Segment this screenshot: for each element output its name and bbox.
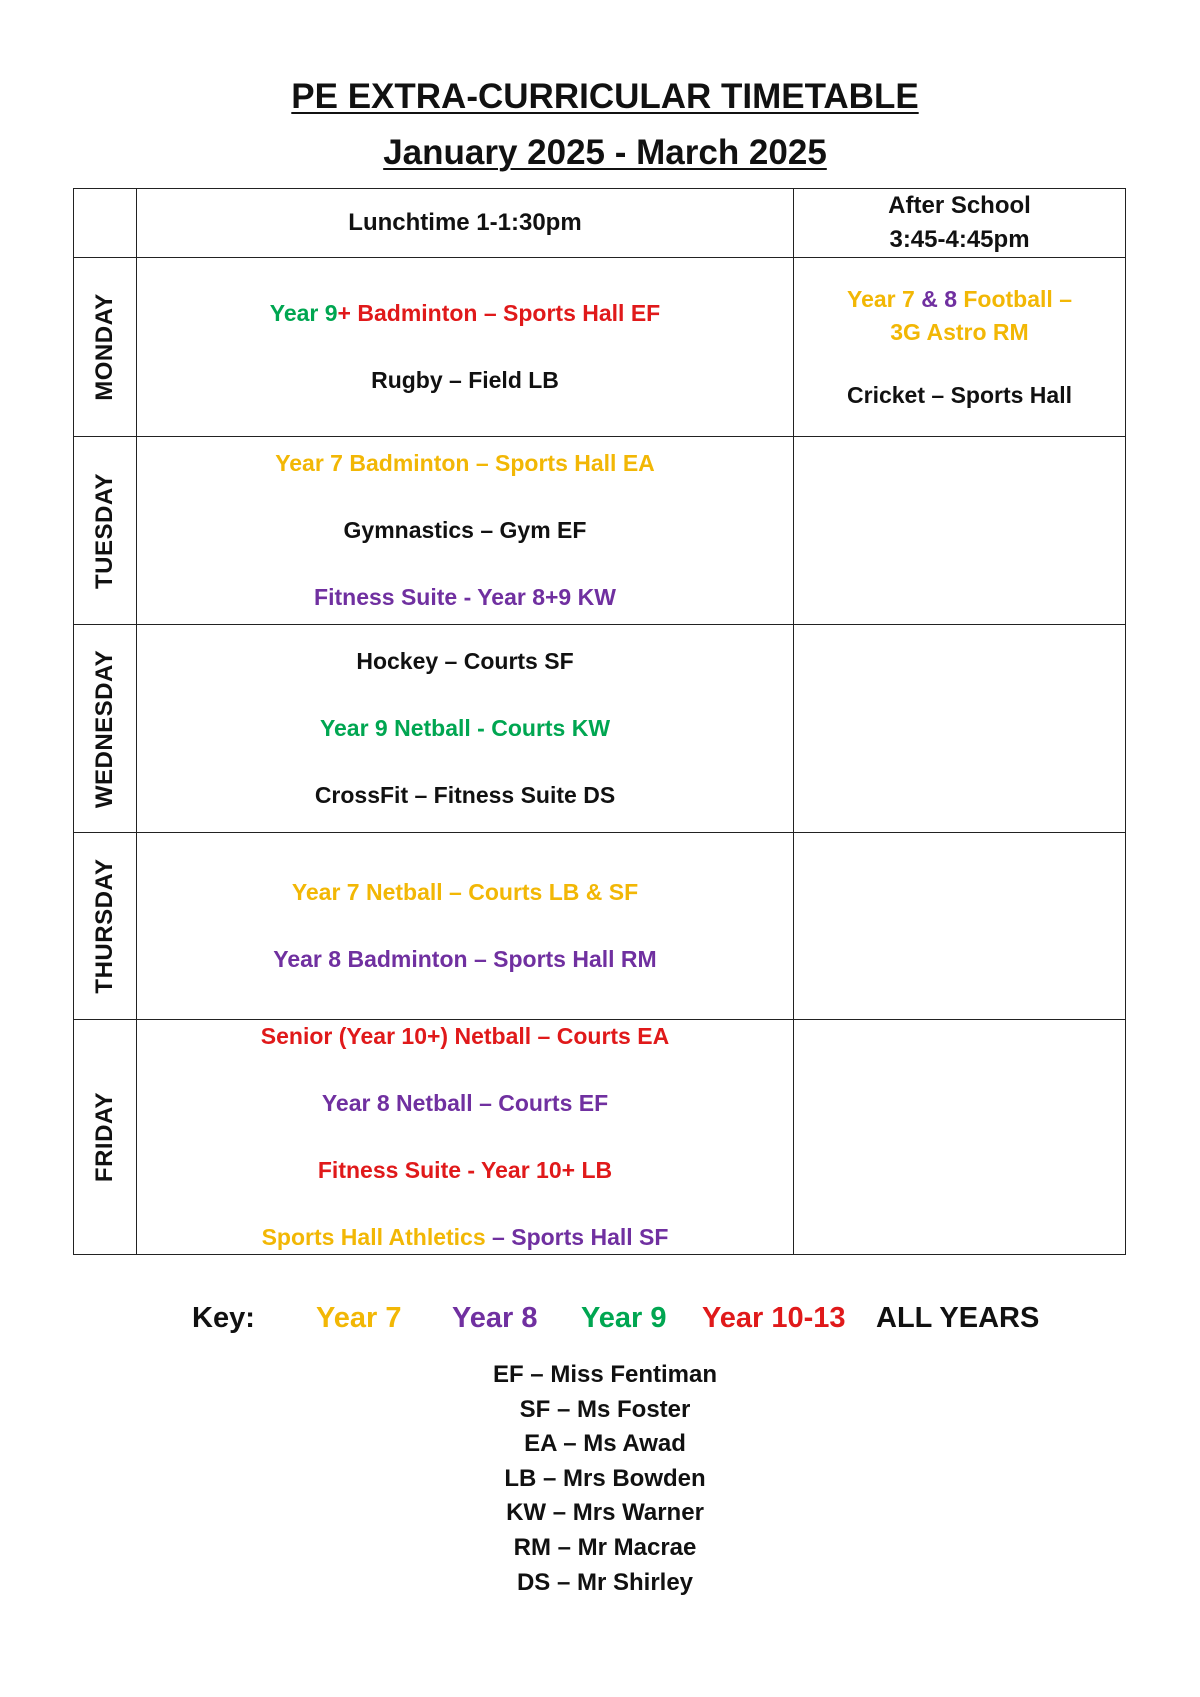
- activity-gymnastics: Gymnastics – Gym EF: [343, 517, 587, 543]
- row-monday: [74, 258, 1126, 437]
- staff-item: RM – Mr Macrae: [513, 1533, 697, 1561]
- activity-badminton-y9: Year 9+ Badminton – Sports Hall EF: [269, 300, 661, 326]
- activity-netball-y7: Year 7 Netball – Courts LB & SF: [291, 879, 639, 905]
- staff-item: KW – Mrs Warner: [506, 1499, 704, 1527]
- activity-fitness-y8-9: Fitness Suite - Year 8+9 KW: [314, 584, 616, 610]
- activity-netball-y8: Year 8 Netball – Courts EF: [321, 1090, 609, 1116]
- activity-netball-senior: Senior (Year 10+) Netball – Courts EA: [260, 1023, 670, 1049]
- activity-badminton-y8: Year 8 Badminton – Sports Hall RM: [273, 946, 657, 972]
- lunch-tuesday: [137, 437, 794, 625]
- lunch-thursday: [137, 833, 794, 1020]
- staff-list: [0, 1358, 1200, 1600]
- key-year8: Year 8: [452, 1302, 538, 1334]
- after-tuesday: [794, 437, 1126, 625]
- activity-crossfit: CrossFit – Fitness Suite DS: [314, 782, 616, 808]
- row-friday: [74, 1020, 1126, 1255]
- after-friday: [794, 1020, 1126, 1255]
- after-thursday: [794, 833, 1126, 1020]
- row-tuesday: [74, 437, 1126, 625]
- corner-cell: [74, 189, 137, 258]
- staff-item: SF – Ms Foster: [519, 1395, 691, 1423]
- colour-key: [0, 1302, 1200, 1342]
- after-school-label: After School: [888, 192, 1031, 219]
- staff-item: EA – Ms Awad: [524, 1430, 686, 1458]
- day-monday: [74, 258, 137, 437]
- page-title: PE EXTRA-CURRICULAR TIMETABLE: [291, 77, 919, 116]
- activity-football-y7-8: Year 7 & 8 Football – 3G Astro RM: [847, 285, 1072, 345]
- key-year10-13: Year 10-13: [702, 1302, 846, 1334]
- day-label-thursday: THURSDAY: [91, 858, 118, 994]
- after-wednesday: [794, 625, 1126, 833]
- staff-item: DS – Mr Shirley: [516, 1568, 694, 1596]
- day-tuesday: [74, 437, 137, 625]
- activity-fitness-y10: Fitness Suite - Year 10+ LB: [317, 1157, 613, 1183]
- key-label: Key:: [192, 1302, 255, 1334]
- day-wednesday: [74, 625, 137, 833]
- activity-badminton-y7: Year 7 Badminton – Sports Hall EA: [275, 450, 655, 476]
- day-label-friday: FRIDAY: [91, 1091, 118, 1183]
- lunch-monday: [137, 258, 794, 437]
- activity-netball-y9: Year 9 Netball - Courts KW: [319, 715, 611, 741]
- activity-athletics: Sports Hall Athletics – Sports Hall SF: [261, 1224, 669, 1250]
- activity-rugby: Rugby – Field LB: [371, 367, 559, 393]
- day-label-wednesday: WEDNESDAY: [91, 649, 118, 808]
- activity-hockey: Hockey – Courts SF: [356, 648, 574, 674]
- activity-cricket: Cricket – Sports Hall: [847, 381, 1072, 408]
- day-friday: [74, 1020, 137, 1255]
- row-thursday: [74, 833, 1126, 1020]
- page-subtitle: January 2025 - March 2025: [383, 133, 827, 172]
- lunch-friday: [137, 1020, 794, 1255]
- key-year9: Year 9: [581, 1302, 667, 1334]
- key-year7: Year 7: [316, 1302, 402, 1334]
- staff-item: LB – Mrs Bowden: [504, 1464, 706, 1492]
- after-school-time: 3:45-4:45pm: [889, 226, 1030, 253]
- after-monday: [794, 258, 1126, 437]
- day-label-tuesday: TUESDAY: [91, 472, 118, 589]
- lunch-wednesday: [137, 625, 794, 833]
- row-wednesday: [74, 625, 1126, 833]
- lunchtime-header: Lunchtime 1-1:30pm: [137, 189, 794, 258]
- timetable: [73, 188, 1126, 1255]
- day-label-monday: MONDAY: [91, 293, 118, 401]
- after-school-header: [794, 189, 1126, 258]
- header-row: [74, 189, 1126, 258]
- staff-item: EF – Miss Fentiman: [492, 1361, 718, 1388]
- key-all-years: ALL YEARS: [876, 1302, 1040, 1334]
- day-thursday: [74, 833, 137, 1020]
